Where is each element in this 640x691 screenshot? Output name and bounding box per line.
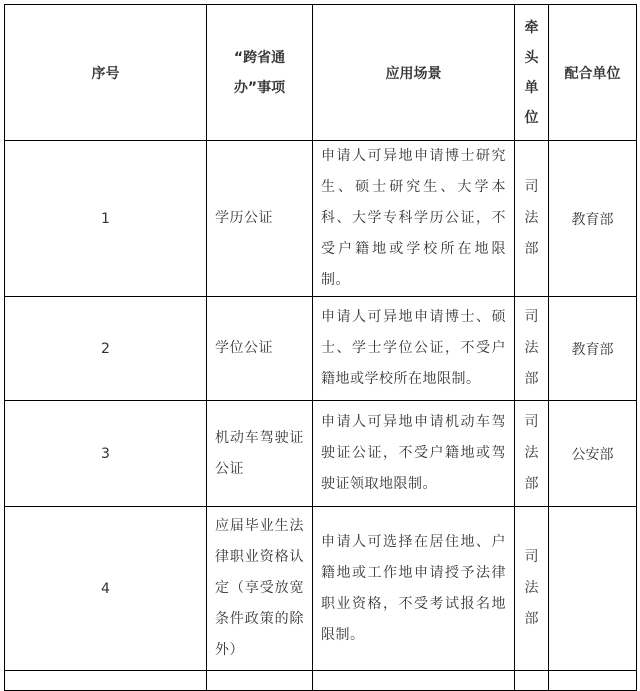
row-lead-unit: 司法部 [515,141,549,297]
header-item: “跨省通办”事项 [207,5,313,141]
row-partner-unit [549,507,637,671]
header-lead-unit: 牵头单位 [515,5,549,141]
header-row [5,5,637,141]
row-partner-unit: 教育部 [549,297,637,401]
row-index: 2 [5,297,207,401]
row-lead-unit: 司法部 [515,507,549,671]
header-partner-unit: 配合单位 [549,5,637,141]
row-index: 1 [5,141,207,297]
row-index: 4 [5,507,207,671]
row-index: 3 [5,401,207,507]
row-scenario: 申请人可异地申请博士研究生、硕士研究生、大学本科、大学专科学历公证，不受户籍地或学校所在地限制。 [313,141,515,297]
table-row [5,401,637,507]
row-cell-empty [207,671,313,691]
row-partner-unit: 教育部 [549,141,637,297]
row-cell-empty [313,671,515,691]
row-partner-unit: 公安部 [549,401,637,507]
header-scenario: 应用场景 [313,5,515,141]
table-row [5,297,637,401]
header-index: 序号 [5,5,207,141]
row-cell-empty [549,671,637,691]
table-row-partial [5,671,637,691]
table-row [5,507,637,671]
row-scenario: 申请人可选择在居住地、户籍地或工作地申请授予法律职业资格，不受考试报名地限制。 [313,507,515,671]
row-item: 机动车驾驶证公证 [207,401,313,507]
row-cell-empty [515,671,549,691]
row-scenario: 申请人可异地申请博士、硕士、学士学位公证，不受户籍地或学校所在地限制。 [313,297,515,401]
row-item: 学历公证 [207,141,313,297]
row-lead-unit: 司法部 [515,297,549,401]
service-table [4,4,637,691]
row-scenario: 申请人可异地申请机动车驾驶证公证，不受户籍地或驾驶证领取地限制。 [313,401,515,507]
row-item: 应届毕业生法律职业资格认定（享受放宽条件政策的除外） [207,507,313,671]
row-item: 学位公证 [207,297,313,401]
table-row [5,141,637,297]
row-lead-unit: 司法部 [515,401,549,507]
row-cell-empty [5,671,207,691]
